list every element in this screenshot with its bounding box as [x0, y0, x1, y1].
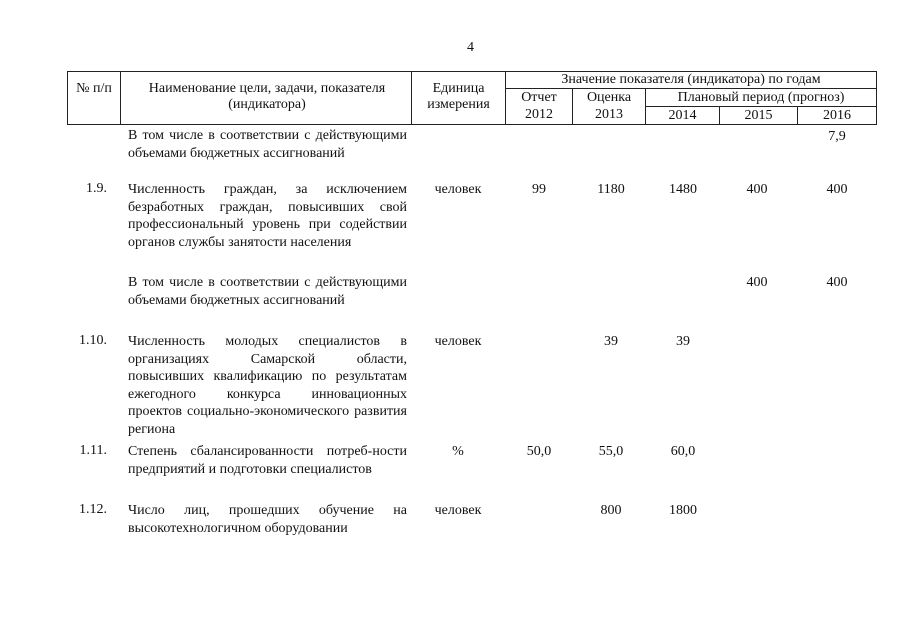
value-2013: 39: [604, 334, 618, 349]
row-unit: человек: [434, 182, 482, 197]
value-2014: 1480: [669, 182, 697, 197]
header-unit-label: Единица измерения: [427, 81, 490, 112]
header-name-label: Наименование цели, задачи, показателя (индикатора): [148, 81, 386, 112]
value-2014: 60,0: [670, 444, 696, 459]
header-2012-label: 2012: [525, 107, 553, 122]
value-2014: 39: [676, 334, 690, 349]
value-2012: 99: [532, 182, 546, 197]
header-plan-label: Плановый период (прогноз): [677, 90, 845, 105]
value-2013: 800: [600, 503, 622, 518]
row-number: 1.9.: [86, 181, 107, 196]
header-cell-num: [67, 71, 121, 125]
row-number: 1.12.: [79, 502, 107, 517]
row-unit: %: [452, 444, 464, 459]
header-estimate-label: Оценка: [586, 90, 632, 105]
header-2015-label: 2015: [744, 108, 773, 123]
header-2013-label: 2013: [595, 107, 623, 122]
row-name: Число лиц, прошедших обучение на высокотехнологичном оборудовании: [128, 503, 407, 536]
value-2016: 7,9: [828, 129, 846, 144]
row-name: В том числе в соответствии с действующими объемами бюджетных ассигнований: [128, 128, 407, 161]
row-name: Степень сбалансированности потреб-ности предприятий и подготовки специалистов: [128, 444, 407, 477]
header-num-label: № п/п: [76, 81, 112, 96]
value-2013: 55,0: [598, 444, 624, 459]
value-2015: 400: [746, 182, 768, 197]
header-values-group-label: Значение показателя (индикатора) по годам: [561, 72, 821, 87]
value-2012: 50,0: [526, 444, 552, 459]
value-2016: 400: [826, 275, 848, 290]
row-unit: человек: [434, 334, 482, 349]
row-name: Численность молодых специалистов в организациях Самарской области, повысивших квалификацию по результатам ежегодного конкурса инновационных проектов социально-экономического развития региона: [128, 334, 407, 437]
row-name: В том числе в соответствии с действующими объемами бюджетных ассигнований: [128, 275, 407, 308]
row-name: Численность граждан, за исключением безработных граждан, повысивших свой профессиональный уровень при содействии органов службы занятости населения: [128, 182, 407, 250]
header-2014-label: 2014: [668, 108, 697, 123]
header-2016-label: 2016: [823, 108, 851, 123]
header-report-label: Отчет: [521, 90, 557, 105]
value-2016: 400: [826, 182, 848, 197]
row-number: 1.11.: [79, 443, 107, 458]
row-number: 1.10.: [79, 333, 107, 348]
row-unit: человек: [434, 503, 482, 518]
page-number: 4: [467, 40, 474, 55]
value-2013: 1180: [597, 182, 625, 197]
value-2014: 1800: [669, 503, 697, 518]
value-2015: 400: [746, 275, 768, 290]
